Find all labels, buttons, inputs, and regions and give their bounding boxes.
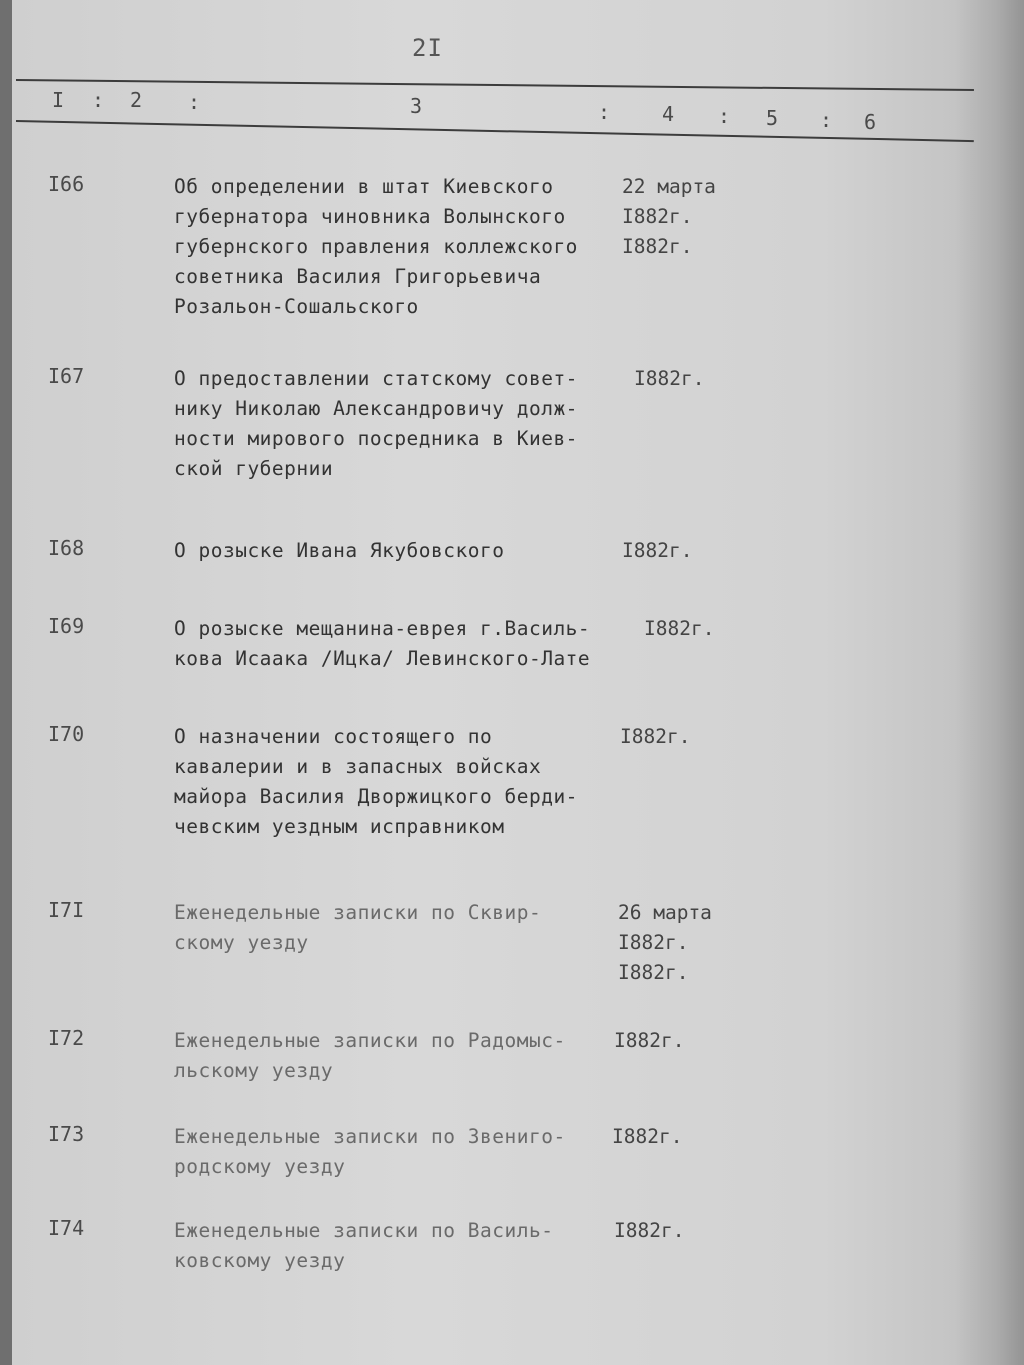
col-header-sep: : [598,100,611,124]
col-header-1: I [52,88,65,112]
entry-title: О предоставлении статскому совет- нику Николаю Александровичу долж- ности мирового посредника в Киев- ской губернии [174,367,578,480]
entry-number: I69 [48,614,85,638]
entry-number: I66 [48,172,85,196]
entry-number: I74 [48,1216,85,1240]
entry-date: I882г. [612,1125,683,1148]
col-header-sep: : [188,90,201,114]
col-header-sep: : [92,88,105,112]
entry-date: I882г. [614,1219,685,1242]
col-header-2: 2 [130,88,143,112]
page-edge-shadow [954,0,1024,1365]
col-header-3: 3 [410,94,423,118]
entry-number: I70 [48,722,85,746]
col-header-4: 4 [662,102,675,126]
col-header-sep: : [718,104,731,128]
entry-date: 22 марта I882г. I882г. [622,175,716,258]
column-header-row [12,88,1012,134]
entry-number: I67 [48,364,85,388]
entry-title: О розыске мещанина-еврея г.Василь- кова Исаака /Ицка/ Левинского-Лате [174,617,591,670]
entry-date: I882г. [634,367,705,390]
col-header-sep: : [820,108,833,132]
entry-date: 26 марта I882г. I882г. [618,901,712,984]
entry-title: О розыске Ивана Якубовского [174,539,505,562]
document-page [12,0,1024,1365]
entry-number: I73 [48,1122,85,1146]
entry-date: I882г. [644,617,715,640]
entry-date: I882г. [620,725,691,748]
col-header-6: 6 [864,110,877,134]
entry-title: О назначении состоящего по кавалерии и в запасных войсках майора Василия Дворжицкого берди- чевским уездным исправником [174,725,578,838]
entry-title: Еженедельные записки по Звениго- родскому уезду [174,1125,566,1178]
entry-title: Еженедельные записки по Василь- ковскому уезду [174,1219,554,1272]
entry-number: I72 [48,1026,85,1050]
entry-date: I882г. [622,539,693,562]
page-number: 2I [412,34,443,62]
col-header-5: 5 [766,106,779,130]
entry-title: Об определении в штат Киевского губернатора чиновника Волынского губернского правления коллежского советника Василия Григорьевича Розальон-Сошальского [174,175,578,318]
entry-number: I7I [48,898,85,922]
entry-title: Еженедельные записки по Радомыс- льскому уезду [174,1029,566,1082]
entry-title: Еженедельные записки по Сквир- скому уезду [174,901,542,954]
entry-number: I68 [48,536,85,560]
entry-date: I882г. [614,1029,685,1052]
